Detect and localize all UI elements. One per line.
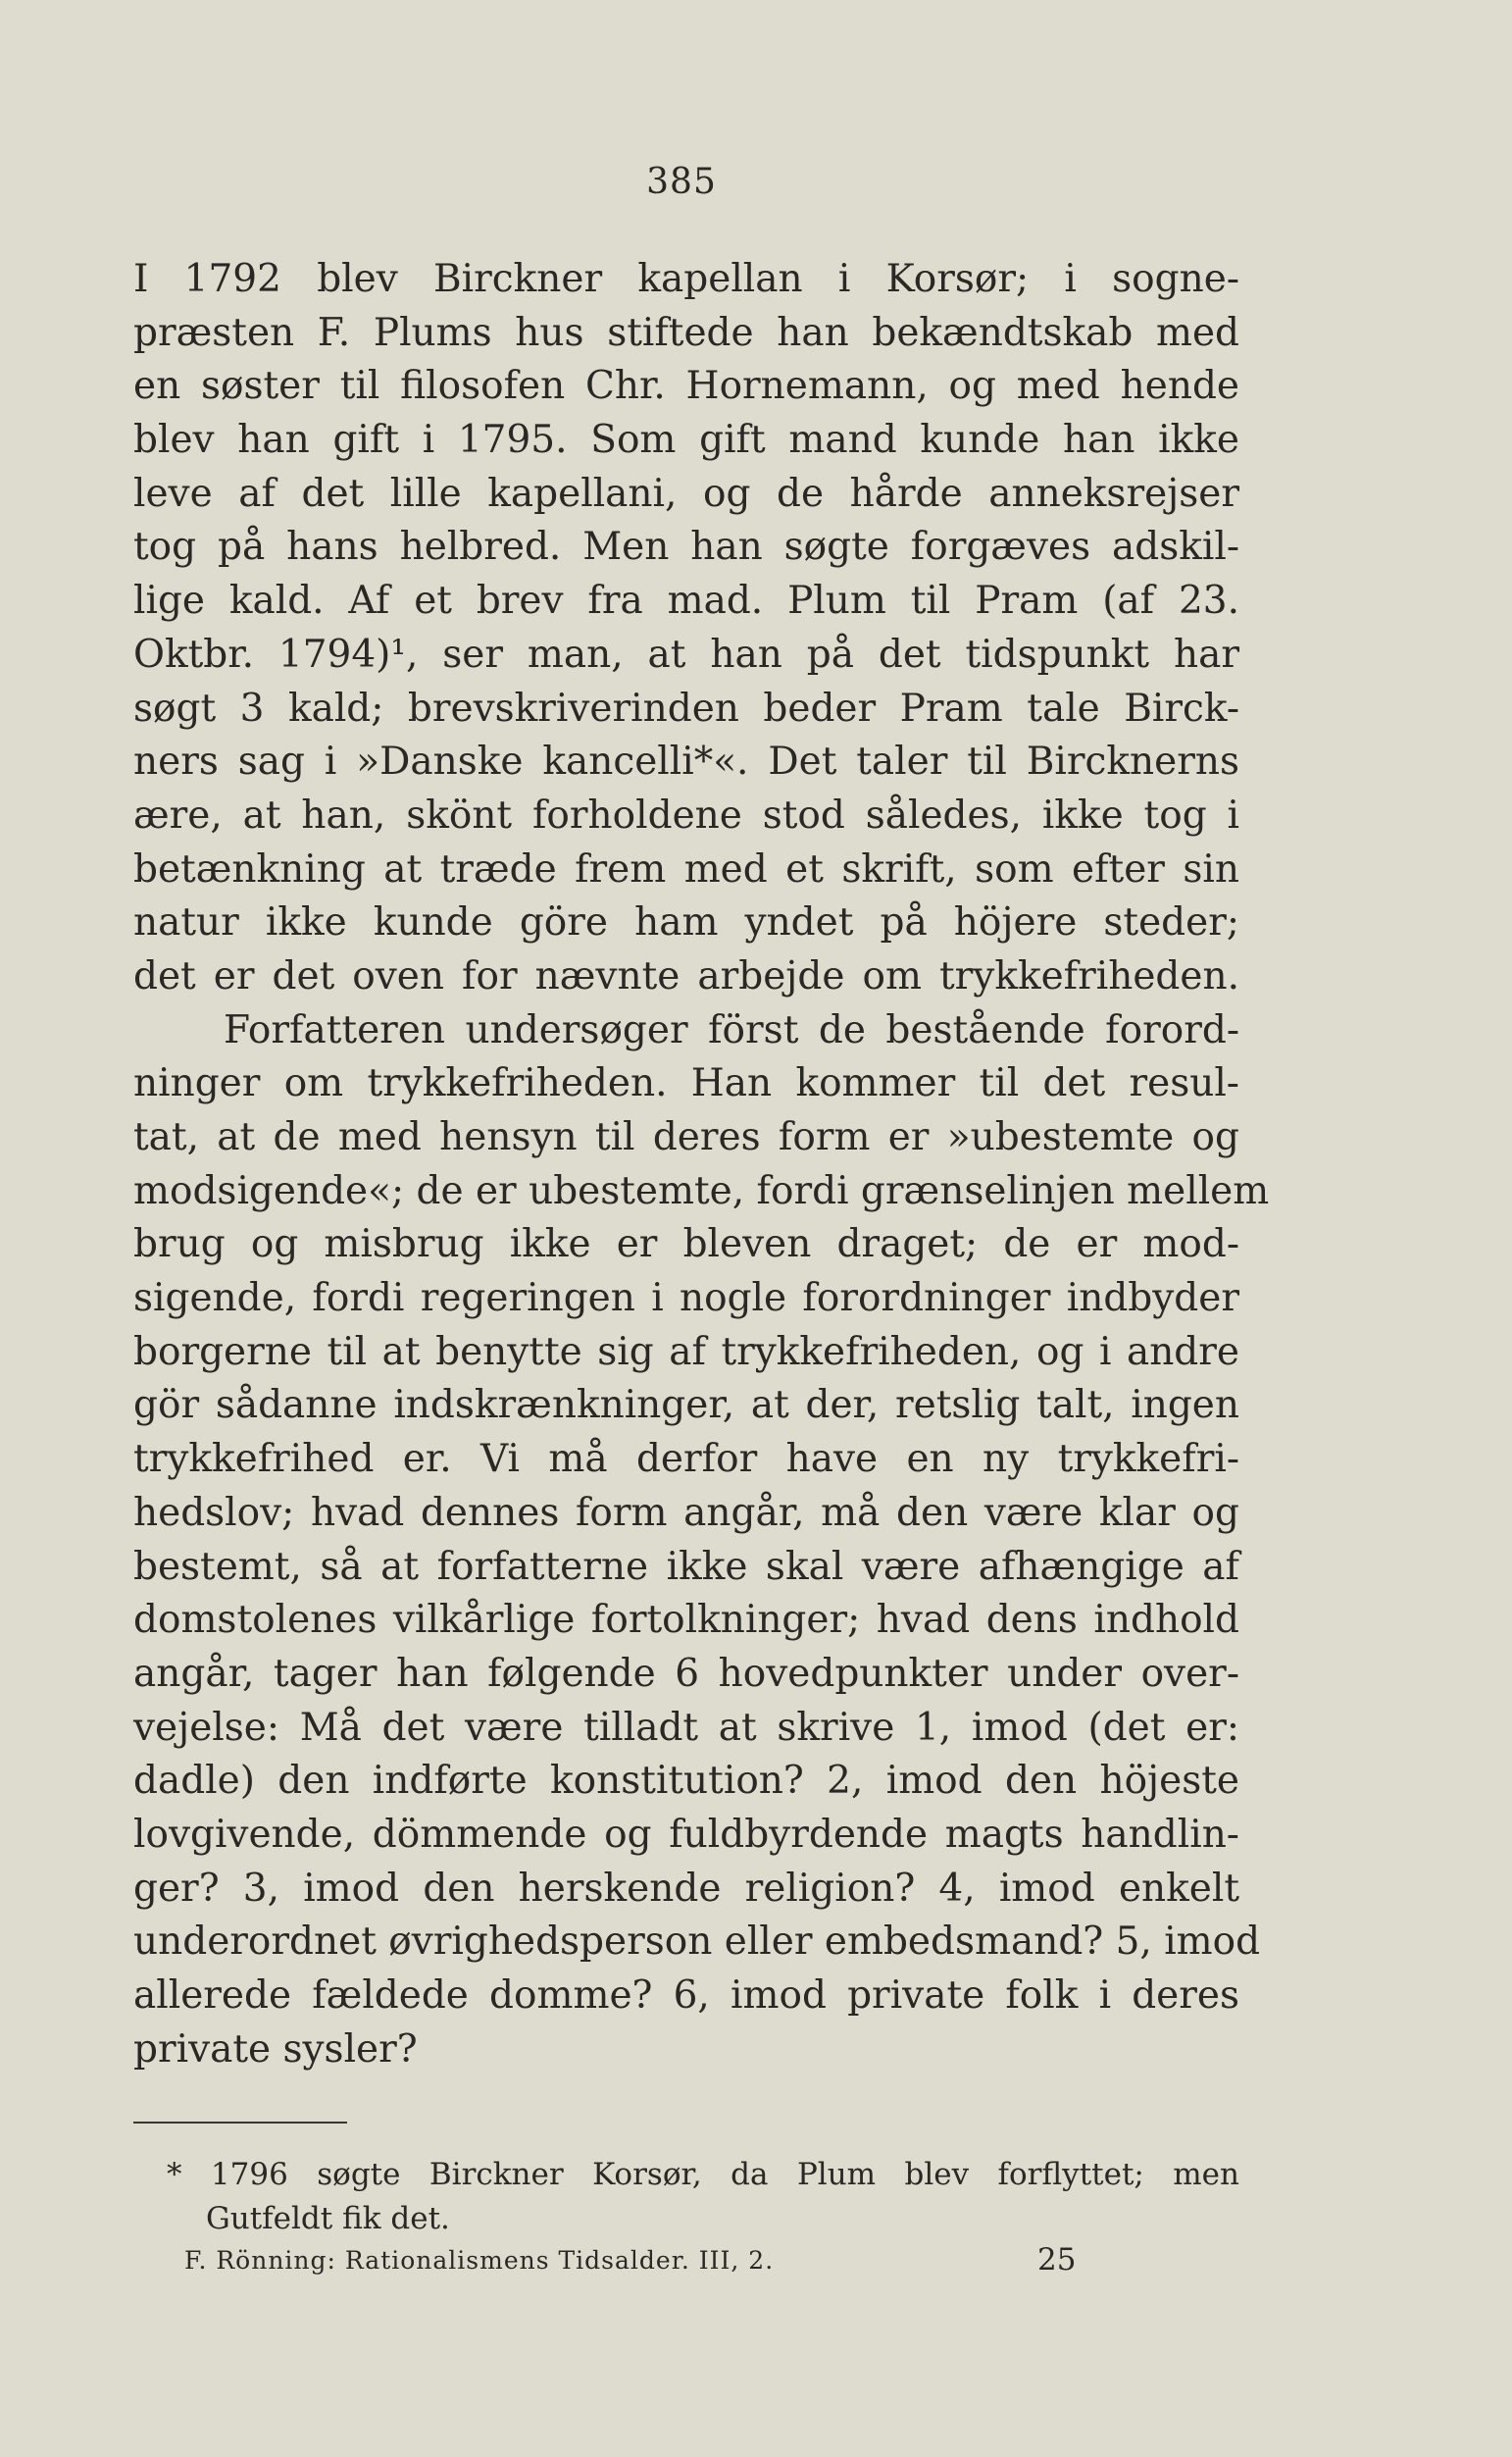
- text-line: præsten F. Plums hus stiftede han bekændtskab med: [133, 310, 1239, 355]
- footnote: [167, 2153, 1239, 2241]
- text-line: Oktbr. 1794)¹, ser man, at han på det tidspunkt har: [133, 632, 1239, 677]
- text-line: ger? 3, imod den herskende religion? 4, imod enkelt: [133, 1866, 1239, 1911]
- text-line: vejelse: Må det være tilladt at skrive 1, imod (det er:: [133, 1705, 1239, 1750]
- text-line: leve af det lille kapellani, og de hårde anneksrejser: [133, 471, 1239, 516]
- footnote-divider: [133, 2122, 347, 2124]
- text-line: ninger om trykkefriheden. Han kommer til det resul-: [133, 1061, 1239, 1106]
- text-line: søgt 3 kald; brevskriverinden beder Pram tale Birck-: [133, 686, 1239, 731]
- paragraph-2: [133, 1004, 1270, 2077]
- text-line: borgerne til at benytte sig af trykkefriheden, og i andre: [133, 1329, 1239, 1374]
- text-line: natur ikke kunde göre ham yndet på höjere steder;: [133, 900, 1239, 946]
- text-line: ære, at han, skönt forholdene stod således, ikke tog i: [133, 793, 1239, 838]
- text-line: domstolenes vilkårlige fortolkninger; hvad dens indhold: [133, 1598, 1239, 1643]
- signature-line: F. Rönning: Rationalismens Tidsalder. III, 2.: [184, 2246, 775, 2275]
- text-line: ners sag i »Danske kancelli*«. Det taler til Bircknerns: [133, 740, 1239, 785]
- text-line: betænkning at træde frem med et skrift, som efter sin: [133, 846, 1239, 892]
- text-line: hedslov; hvad dennes form angår, må den være klar og: [133, 1490, 1239, 1535]
- text-line: brug og misbrug ikke er bleven draget; de er mod-: [133, 1222, 1239, 1267]
- footnote-line: * 1796 søgte Birckner Korsør, da Plum blev forflyttet; men: [167, 2157, 1239, 2192]
- text-line: modsigende«; de er ubestemte, fordi grænselinjen mellem: [133, 1168, 1270, 1213]
- text-line: Forfatteren undersøger först de bestående forord-: [224, 1007, 1239, 1052]
- footnote-line: Gutfeldt fik det.: [206, 2201, 450, 2236]
- body-text: [133, 253, 1270, 2076]
- text-line: underordnet øvrighedsperson eller embedsmand? 5, imod: [133, 1920, 1261, 1965]
- text-line: lovgivende, dömmende og fuldbyrdende magts handlin-: [133, 1812, 1239, 1857]
- paragraph-1: [133, 253, 1239, 1004]
- text-line: dadle) den indførte konstitution? 2, imod den höjeste: [133, 1759, 1239, 1804]
- text-line: I 1792 blev Birckner kapellan i Korsør; i sogne-: [133, 257, 1239, 301]
- text-line: allerede fældede domme? 6, imod private folk i deres: [133, 1973, 1239, 2018]
- text-line: angår, tager han følgende 6 hovedpunkter under over-: [133, 1651, 1239, 1696]
- text-line: private sysler?: [133, 2026, 418, 2072]
- text-line: lige kald. Af et brev fra mad. Plum til Pram (af 23.: [133, 579, 1239, 624]
- text-line: en søster til filosofen Chr. Hornemann, og med hende: [133, 364, 1239, 409]
- text-line: tat, at de med hensyn til deres form er »ubestemte og: [133, 1115, 1239, 1159]
- text-line: det er det oven for nævnte arbejde om trykkefriheden.: [133, 953, 1239, 998]
- page-number: 385: [646, 162, 717, 202]
- text-line: trykkefrihed er. Vi må derfor have en ny trykkefri-: [133, 1437, 1239, 1482]
- text-line: bestemt, så at forfatterne ikke skal være afhængige af: [133, 1544, 1239, 1589]
- text-line: blev han gift i 1795. Som gift mand kunde han ikke: [133, 418, 1239, 463]
- text-line: gör sådanne indskrænkninger, at der, retslig talt, ingen: [133, 1383, 1239, 1428]
- sheet-number: 25: [1037, 2242, 1077, 2278]
- text-line: sigende, fordi regeringen i nogle forordninger indbyder: [133, 1276, 1239, 1321]
- text-line: tog på hans helbred. Men han søgte forgæves adskil-: [133, 525, 1239, 570]
